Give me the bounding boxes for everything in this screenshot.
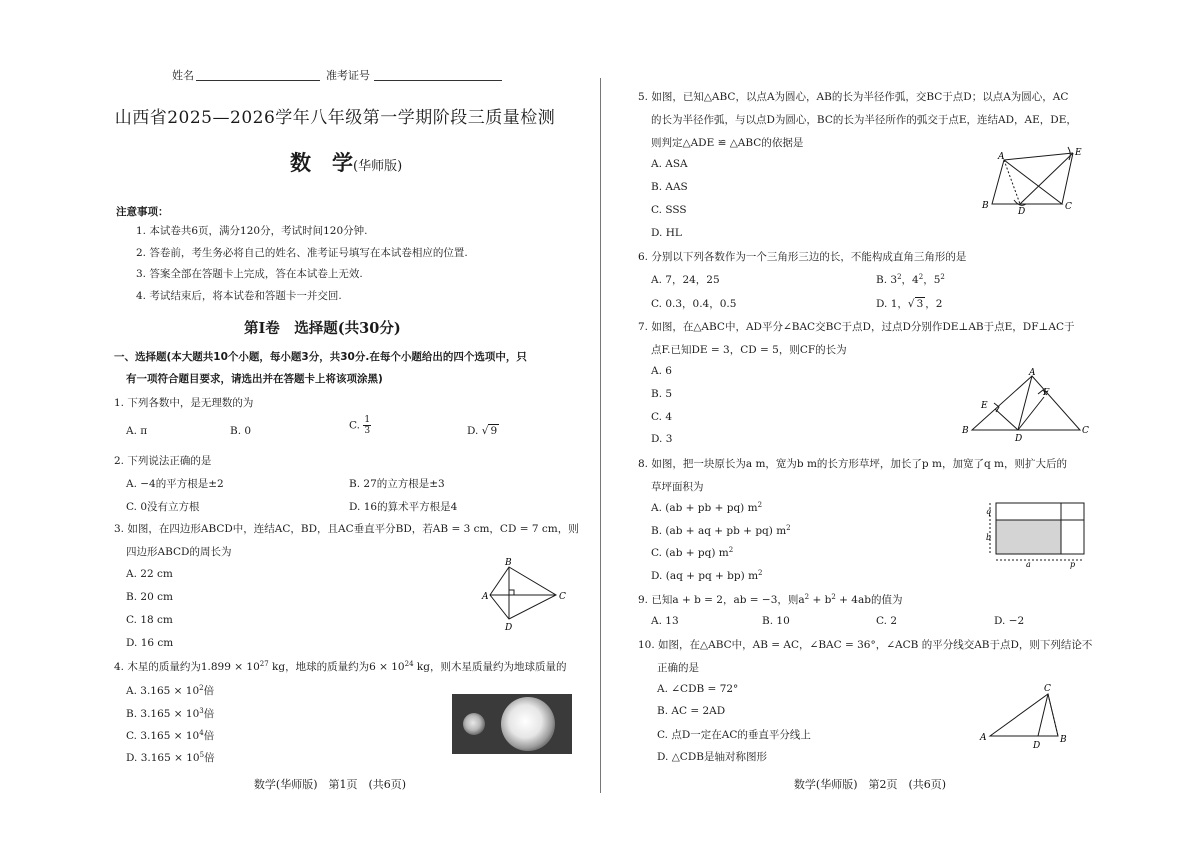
q7-option-b[interactable]: B. 5: [651, 388, 673, 400]
point-label: E: [981, 401, 988, 411]
option-text: D. 1，: [876, 298, 908, 310]
q9-stem: [638, 592, 902, 607]
radicand: 3: [916, 298, 924, 310]
point-label: A: [482, 592, 489, 602]
exponent: 2: [918, 273, 924, 281]
q8-option-d[interactable]: [651, 570, 763, 582]
q9-option-d[interactable]: D. −2: [994, 615, 1025, 627]
q1-option-d-label: D.: [467, 425, 479, 437]
point-label: B: [505, 558, 512, 568]
q8-stem: 8. 如图，把一块原长为a m，宽为b m的长方形草坪，加长了p m，加宽了q m，则扩大后的: [638, 458, 1067, 470]
option-text: ，4: [901, 274, 919, 286]
planets-image: [452, 694, 572, 754]
section-instruction: 一、选择题(本大题共10个小题，每小题3分，共30分.在每个小题给出的四个选项中，只: [114, 351, 527, 363]
subject-edition: (华师版): [353, 159, 403, 174]
jupiter-icon: [501, 697, 555, 751]
triangle-abc: [972, 376, 1080, 430]
option-text: ，2: [925, 298, 943, 310]
exponent: 2: [199, 684, 204, 692]
triangle-abc: [990, 694, 1058, 736]
dimension-label: p: [1070, 560, 1076, 569]
point-label: D: [1033, 741, 1041, 751]
q5-option-a[interactable]: A. ASA: [651, 158, 688, 170]
point-label: B: [962, 426, 969, 436]
earth-icon: [463, 713, 485, 735]
fraction: [363, 415, 371, 436]
option-text: D. 3.165 × 10: [126, 752, 200, 764]
option-text: 倍: [203, 730, 215, 742]
q1-option-b[interactable]: B. 0: [230, 425, 252, 437]
point-label: B: [1060, 735, 1067, 745]
quad-abcd: [490, 567, 556, 619]
q6-option-c[interactable]: C. 0.3，0.4，0.5: [651, 298, 737, 310]
q4-option-c[interactable]: [126, 728, 214, 743]
q4-stem-part: kg，则木星质量约为地球质量的: [413, 661, 567, 673]
q9-option-a[interactable]: A. 13: [651, 615, 679, 627]
q2-option-b[interactable]: B. 27的立方根是±3: [349, 478, 445, 490]
option-text: D. (aq + pq + bp) m: [651, 570, 759, 582]
q8-figure: [982, 500, 1088, 572]
subject-name: 数 学: [290, 150, 353, 175]
exponent: 5: [199, 751, 205, 759]
right-angle-mark: [509, 590, 514, 595]
section-instruction: 有一项符合题目要求，请选出并在答题卡上将该项涂黑): [126, 373, 383, 385]
exponent: 27: [259, 660, 269, 668]
point-label: A: [998, 152, 1005, 162]
point-label: C: [1065, 202, 1072, 212]
option-text: 倍: [204, 752, 215, 764]
q4-stem-part: kg，地球的质量约为6 × 10: [268, 661, 405, 673]
q1-option-a[interactable]: A. π: [126, 425, 148, 437]
q3-stem: 3. 如图，在四边形ABCD中，连结AC，BD，且AC垂直平分BD，若AB = 3 cm，CD = 7 cm，则: [114, 523, 579, 535]
dimension-label: a: [1026, 560, 1031, 569]
point-label: C: [1044, 684, 1051, 694]
q2-stem: 2. 下列说法正确的是: [114, 455, 212, 467]
point-label: C: [1082, 426, 1089, 436]
point-label: E: [1075, 148, 1082, 158]
q4-option-b[interactable]: [126, 706, 214, 721]
q10-stem: 正确的是: [657, 662, 699, 674]
q2-option-d[interactable]: D. 16的算术平方根是4: [349, 501, 458, 513]
notice-item: 1. 本试卷共6页，满分120分，考试时间120分钟.: [136, 225, 368, 237]
point-label: A: [980, 733, 987, 743]
point-label: C: [559, 592, 566, 602]
exponent: 2: [786, 524, 791, 532]
option-text: B. 3: [876, 274, 898, 286]
subject-title: [290, 147, 402, 177]
dimension-label: b: [986, 533, 992, 542]
q4-stem: [114, 659, 566, 674]
q5-stem: 5. 如图，已知△ABC，以点A为圆心，AB的长为半径作弧，交BC于点D；以点A为圆心，AC: [638, 91, 1069, 103]
option-text: A. 3.165 × 10: [126, 685, 200, 697]
q10-option-c[interactable]: C. 点D一定在AC的垂直平分线上: [657, 729, 811, 741]
q8-option-b[interactable]: [651, 525, 791, 537]
exam-no-label: 准考证号: [326, 69, 370, 82]
q5-stem: 则判定△ADE ≌ △ABC的依据是: [651, 137, 804, 149]
q9-stem-part: + b: [809, 594, 832, 606]
q9-option-b[interactable]: B. 10: [762, 615, 790, 627]
q9-stem-part: + 4ab的值为: [835, 594, 903, 606]
q6-option-b[interactable]: [876, 272, 945, 287]
q3-option-d[interactable]: D. 16 cm: [126, 637, 174, 649]
point-label: D: [1015, 434, 1023, 444]
page-footer: 数学(华师版) 第1页 (共6页): [253, 778, 407, 791]
q10-stem: 10. 如图，在△ABC中，AB = AC，∠BAC = 36°，∠ACB 的平分线交AB于点D，则下列结论不: [638, 639, 1093, 651]
q8-stem: 草坪面积为: [651, 481, 704, 493]
q6-option-d[interactable]: [876, 296, 942, 311]
exponent: 2: [940, 273, 945, 281]
exponent: 4: [199, 729, 204, 737]
segment-de: [995, 409, 1018, 430]
q1-stem: 1. 下列各数中，是无理数的为: [114, 397, 254, 409]
q7-stem: 7. 如图，在△ABC中，AD平分∠BAC交BC于点D，过点D分别作DE⊥AB于点E，DF⊥AC于: [638, 321, 1075, 333]
exponent: 2: [804, 593, 810, 601]
point-label: A: [1029, 368, 1036, 378]
q6-stem: 6. 分别以下列各数作为一个三角形三边的长，不能构成直角三角形的是: [638, 251, 967, 263]
q1-option-c-label: C.: [349, 419, 360, 432]
q4-stem-part: 4. 木星的质量约为1.899 × 10: [114, 661, 260, 673]
fraction-denominator: 3: [364, 426, 371, 436]
point-label: D: [505, 623, 513, 633]
exponent: 2: [831, 593, 836, 601]
notice-heading: 注意事项：: [116, 206, 169, 218]
q1-option-d[interactable]: [467, 425, 499, 437]
fraction-numerator: 1: [364, 415, 371, 425]
segment-ce: [1062, 153, 1073, 204]
section-title: 第Ⅰ卷 选择题(共30分): [244, 320, 401, 337]
point-label: D: [1018, 207, 1026, 217]
exam-no-blank[interactable]: [374, 80, 502, 81]
q10-figure: [976, 680, 1080, 752]
q3-option-c[interactable]: C. 18 cm: [126, 614, 173, 626]
q2-option-c[interactable]: C. 0没有立方根: [126, 501, 200, 513]
q7-stem: 点F.已知DE = 3，CD = 5，则CF的长为: [651, 344, 847, 356]
option-text: C. 3.165 × 10: [126, 730, 200, 742]
page-footer: 数学(华师版) 第2页 (共6页): [793, 778, 947, 791]
exponent: 2: [728, 546, 734, 554]
q7-figure: [958, 366, 1094, 444]
q8-option-c[interactable]: [651, 547, 733, 559]
q3-stem: 四边形ABCD的周长为: [126, 546, 232, 558]
q4-option-a[interactable]: [126, 683, 214, 698]
q8-option-a[interactable]: [651, 502, 762, 514]
q10-option-b[interactable]: B. AC = 2AD: [657, 705, 726, 717]
exam-title: 山西省2025—2026学年八年级第一学期阶段三质量检测: [114, 108, 556, 128]
page-divider: [600, 78, 601, 793]
name-blank[interactable]: [196, 80, 320, 81]
option-text: A. (ab + pb + pq) m: [651, 502, 758, 514]
q7-option-d[interactable]: D. 3: [651, 433, 673, 445]
exponent: 2: [757, 501, 763, 509]
q9-option-c[interactable]: C. 2: [876, 615, 898, 627]
sqrt-icon: √: [907, 298, 915, 310]
q3-option-a[interactable]: A. 22 cm: [126, 568, 173, 580]
q2-option-a[interactable]: A. −4的平方根是±2: [126, 478, 224, 490]
q7-option-c[interactable]: C. 4: [651, 411, 673, 423]
original-lawn: [996, 520, 1061, 554]
point-label: B: [982, 201, 989, 211]
option-text: 倍: [203, 708, 215, 720]
option-text: 倍: [203, 685, 215, 697]
segment-ae: [1004, 153, 1073, 160]
q1-option-c[interactable]: [349, 415, 371, 436]
option-text: B. 3.165 × 10: [126, 708, 200, 720]
option-text: B. (ab + aq + pb + pq) m: [651, 525, 787, 537]
name-label: 姓名: [172, 69, 194, 82]
option-text: C. (ab + pq) m: [651, 547, 729, 559]
radicand: 9: [490, 425, 498, 437]
q5-figure: [978, 142, 1088, 218]
q5-option-b[interactable]: B. AAS: [651, 181, 688, 193]
dimension-label: q: [986, 507, 992, 516]
notice-item: 2. 答卷前，考生务必将自己的姓名、准考证号填写在本试卷相应的位置.: [136, 247, 468, 259]
q4-option-d[interactable]: [126, 750, 215, 765]
exponent: 24: [404, 660, 414, 668]
q5-option-c[interactable]: C. SSS: [651, 204, 687, 216]
q10-option-a[interactable]: A. ∠CDB = 72°: [657, 683, 739, 695]
q9-stem-part: 9. 已知a + b = 2，ab = −3，则a: [638, 594, 805, 606]
q6-option-a[interactable]: A. 7，24，25: [651, 274, 720, 286]
sqrt-icon: √: [481, 425, 489, 437]
q3-figure: [462, 555, 572, 635]
notice-item: 3. 答案全部在答题卡上完成，答在本试卷上无效.: [136, 268, 363, 280]
exponent: 2: [758, 569, 763, 577]
q5-stem: 的长为半径作弧，与以点D为圆心，BC的长为半径所作的弧交于点E，连结AD，AE，DE，: [651, 114, 1077, 126]
q5-option-d[interactable]: D. HL: [651, 227, 682, 239]
exponent: 3: [199, 707, 204, 715]
exponent: 2: [897, 273, 902, 281]
q10-option-d[interactable]: D. △CDB是轴对称图形: [657, 751, 767, 763]
q7-option-a[interactable]: A. 6: [651, 365, 672, 377]
q3-option-b[interactable]: B. 20 cm: [126, 591, 173, 603]
option-text: ，5: [923, 274, 941, 286]
notice-item: 4. 考试结束后，将本试卷和答题卡一并交回.: [136, 290, 342, 302]
point-label: F: [1043, 388, 1050, 398]
